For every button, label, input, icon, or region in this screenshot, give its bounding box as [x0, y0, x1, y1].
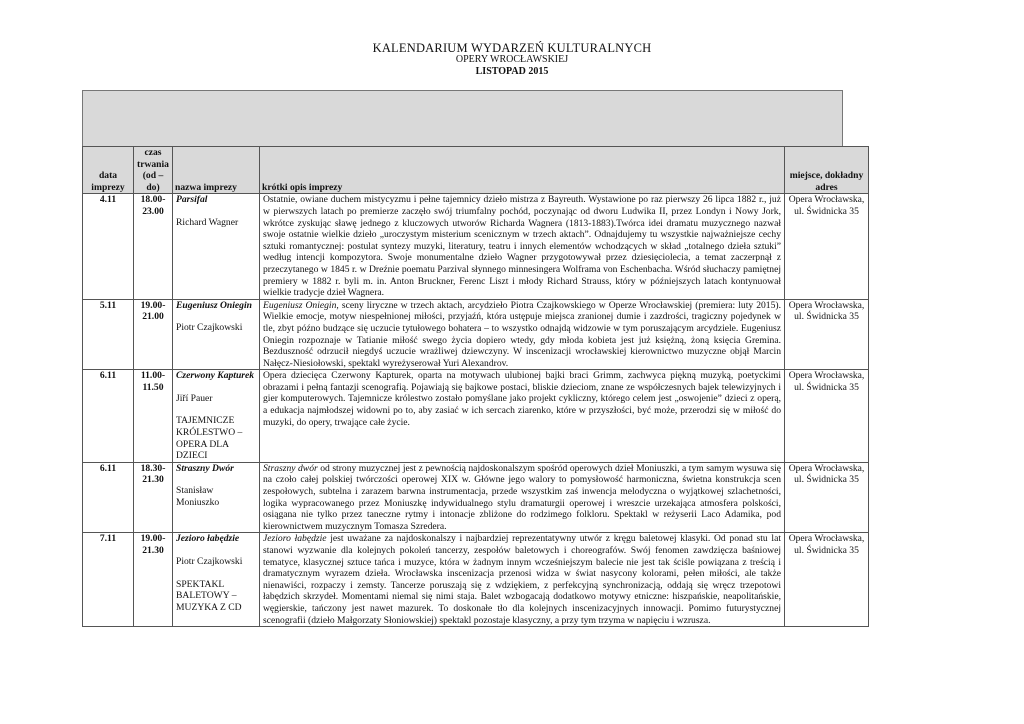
event-title: Eugeniusz Oniegin	[176, 299, 252, 311]
event-description	[260, 462, 785, 533]
event-date: 6.11	[83, 462, 134, 533]
col-header-date: data imprezy	[83, 147, 134, 194]
event-name-cell	[173, 194, 260, 299]
table-row	[83, 299, 869, 370]
event-author: Stanisław Moniuszko	[176, 485, 220, 509]
table-row	[83, 194, 869, 299]
event-date: 5.11	[83, 299, 134, 370]
event-author: Jiří Pauer	[176, 392, 213, 404]
events-table	[82, 146, 869, 627]
event-name-cell	[173, 462, 260, 533]
event-time: 19.00-21.30	[134, 533, 173, 627]
event-description	[260, 370, 785, 463]
col-header-place: miejsce, dokładny adres	[785, 147, 869, 194]
event-date: 7.11	[83, 533, 134, 627]
table-row	[83, 533, 869, 627]
document-title: KALENDARIUM WYDARZEŃ KULTURALNYCH	[372, 41, 652, 55]
event-description-text: jest uważane za najdoskonalszy i najbardziej reprezentatywny utwór z kręgu baletowej klasyki. Od ponad stu lat stanowi wyzwanie dla kolejnych pokoleń tancerzy, zespołów baletowych i choreografów. Swój fenomen zawdzięcza baśniowej tematyce, klasycznej sztuce tańca i muzyce, która w żadnym innym wcześniejszym balecie nie jest tak ściśle powiązana z treścią i dramatycznym wyrazem dzieła. Wrocławska inscenizacja przenosi widza w świat nasycony kolorami, pełen miłości, ale także nienawiści, rozpaczy i zemsty. Tancerze poruszają się z wdziękiem, z perfekcyjną synchronizacją, oddają się wręcz trzepotowi łabędzich skrzydeł. Momentami niemal się nimi staja. Balet wzbogacają dodatkowo motywy etniczne: hiszpańskie, neapolitańskie, węgierskie, tańczony jest nawet mazurek. To doskonałe tło dla kolejnych inscenizacyjnych innowacji. Pomimo futurystycznej scenografii (dzieło Małgorzaty Słoniowskiej) spektakl pozostaje klasyczny, a przy tym trzyma w napięciu i wzrusza.	[263, 533, 781, 626]
event-date: 4.11	[83, 194, 134, 299]
event-title: Czerwony Kapturek	[176, 370, 255, 382]
event-place: Opera Wrocławska, ul. Świdnicka 35	[785, 299, 869, 370]
col-header-desc: krótki opis imprezy	[260, 147, 785, 194]
event-place: Opera Wrocławska, ul. Świdnicka 35	[785, 533, 869, 627]
header-banner	[82, 90, 843, 147]
document-subtitle: OPERY WROCŁAWSKIEJ	[455, 54, 569, 65]
event-author: Piotr Czajkowski	[176, 556, 243, 567]
event-time: 19.00-21.00	[134, 299, 173, 370]
event-description-text: , sceny liryczne w trzech aktach, arcydzieło Piotra Czajkowskiego w Operze Wrocławskiej (premiera: luty 2015). Wielkie emocje, motyw niespełnionej miłości, przyjaźń, która ustępuje miejsca zranionej dumie i zazdrości, tragiczny pojedynek w tle, zbyt późno budzące się uczucie tytułowego bohatera – to wszystko odnajdą widzowie w tym poruszającym arcydziele. Eugeniusz Oniegin rozpoznaje w Tatianie miłość swego życia dopiero wtedy, gdy młoda kobieta jest już księżną, żoną księcia Gremina. Bezduszność odrzucił niegdyś uczucie wrażliwej dziewczyny. W inscenizacji wrocławskiej kierownictwo muzyczne objął Marcin Nałęcz-Niesiołowski, spektakl wyreżyserował Yuri Alexandrov.	[263, 299, 781, 369]
event-author: Richard Wagner	[176, 216, 239, 228]
event-title: Jezioro łabędzie	[176, 533, 240, 545]
document-month: LISTOPAD 2015	[475, 66, 549, 77]
event-description-text: Opera dziecięca Czerwony Kapturek, oparta na motywach ulubionej bajki braci Grimm, zachwyca piękną muzyką, poetyckimi obrazami i pełną fantazji scenografią. Pojawiają się bajkowe postaci, bliskie dzieciom, znane ze współczesnych bajek telewizyjnych i gier komputerowych. Tajemnicze królestwo zostało pomyślane jako projekt cykliczny, którego celem jest „oswojenie” dzieci z operą, a edukacja najmłodszej widowni po to, aby zasiać w ich sercach ziarenko, które w przyszłości, być może, przerodzi się w miłość do muzyki, do opery, trwające całe życie.	[263, 370, 781, 428]
col-header-time: czas trwania (od – do)	[134, 147, 173, 194]
event-time: 18.30-21.30	[134, 462, 173, 533]
event-place: Opera Wrocławska, ul. Świdnicka 35	[785, 194, 869, 299]
table-row	[83, 370, 869, 463]
event-description	[260, 533, 785, 627]
event-description	[260, 299, 785, 370]
event-description-italic: Straszny dwór	[263, 462, 318, 474]
event-place: Opera Wrocławska, ul. Świdnicka 35	[785, 462, 869, 533]
col-header-name: nazwa imprezy	[173, 147, 260, 194]
event-title: Parsifal	[176, 194, 208, 206]
event-name-cell	[173, 299, 260, 370]
event-description	[260, 194, 785, 299]
table-header-row	[83, 147, 869, 194]
event-series: SPEKTAKL BALETOWY – MUZYKA Z CD	[176, 578, 242, 613]
event-date: 6.11	[83, 370, 134, 463]
event-name-cell	[173, 370, 260, 463]
event-description-italic: Eugeniusz Oniegin	[263, 299, 337, 311]
event-title: Straszny Dwór	[176, 462, 234, 474]
event-series: TAJEMNICZE KRÓLESTWO – OPERA DLA DZIECI	[176, 415, 243, 462]
event-author: Piotr Czajkowski	[176, 322, 243, 334]
event-time: 18.00-23.00	[134, 194, 173, 299]
event-name-cell	[173, 533, 260, 627]
event-description-italic: Jezioro łabędzie	[263, 533, 327, 545]
page-header	[0, 42, 1024, 78]
event-place: Opera Wrocławska, ul. Świdnicka 35	[785, 370, 869, 463]
event-description-text: od strony muzycznej jest z pewnością najdoskonalszym spośród operowych dzieł Moniuszki, a tym samym wysuwa się na czoło całej polskiej twórczości operowej XIX w. Główne jego walory to pomysłowość harmoniczna, świetna konstrukcja scen zespołowych, subtelna i zarazem barwna instrumentacja, przede wszystkim zaś inwencja melodyczna o wyjątkowej szlachetności, logika wypracowanego przez Moniuszkę indywidualnego stylu dramaturgii operowej i wreszcie urzekająca atmosfera polskości, osiągana nie tylko przez taneczne rytmy i intonacje zbliżone do rodzimego folkloru. Spektakl w reżyserii Laco Adamika, pod kierownictwem muzycznym Tomasza Szredera.	[263, 462, 781, 532]
event-time: 11.00-11.50	[134, 370, 173, 463]
event-description-text: Ostatnie, owiane duchem mistycyzmu i pełne tajemnicy dzieło mistrza z Bayreuth. Wystawione po raz pierwszy 26 lipca 1882 r., już w pierwszych latach po premierze zaczęło swój triumfalny pochód, poczynając od dworu Ludwika II, przez Londyn i Nowy Jork, wkrótce zyskując sławę jednego z kluczowych utworów Richarda Wagnera (1813-1883).Twórca idei dramatu muzycznego nazwał swoje ostatnie wielkie dzieło „uroczystym misterium scenicznym w trzech aktach”. Odnajdujemy tu wszystkie najważniejsze cechy sztuki romantycznej: postulat syntezy muzyki, literatury, teatru i innych elementów wchodzących w skład „totalnego dzieła sztuki” według intencji kompozytora. Swoje monumentalne dzieło Wagner przygotowywał przez dziesięciolecia, a temat zaczerpnął z przeczytanego w 1845 r. w Dreźnie poematu Parzival słynnego minnesingera Wolframa von Eschenbacha. Wśród słuchaczy pamiętnej premiery w 1882 r. byli m. in. Anton Bruckner, Ferenc Liszt i młody Richard Strauss, który w późniejszych latach kontynuował wielkie tradycje dzieł Wagnera.	[263, 194, 781, 299]
table-row	[83, 462, 869, 533]
